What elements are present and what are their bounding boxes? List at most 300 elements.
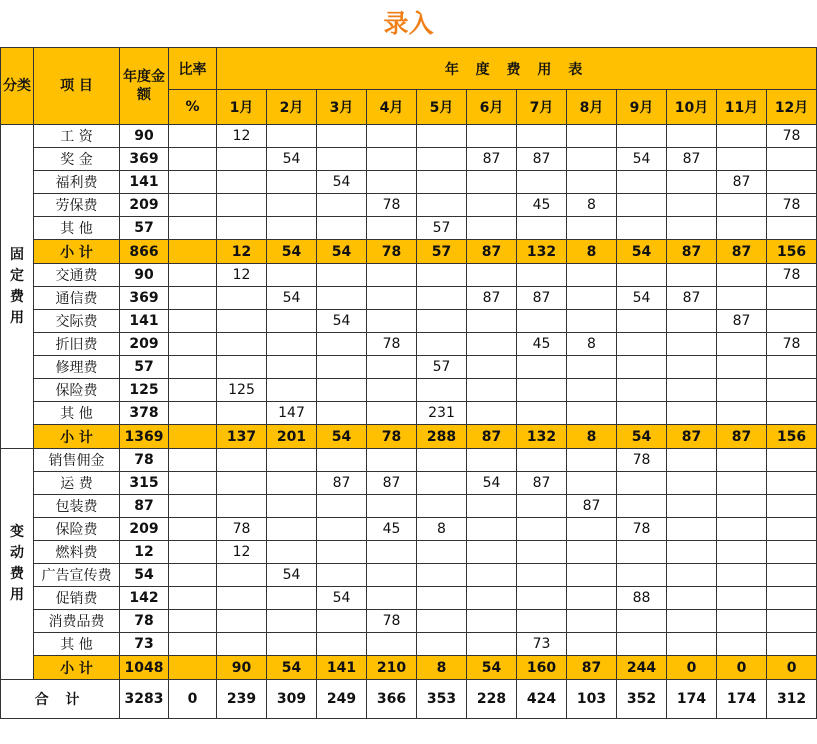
annual-amount-cell[interactable]: 78 (120, 449, 169, 472)
month-value-cell[interactable] (417, 310, 467, 333)
month-value-cell[interactable] (717, 356, 767, 379)
month-value-cell[interactable] (367, 217, 417, 240)
month-value-cell[interactable]: 12 (217, 240, 267, 264)
month-value-cell[interactable] (767, 449, 817, 472)
month-value-cell[interactable] (217, 217, 267, 240)
month-value-cell[interactable] (317, 495, 367, 518)
annual-amount-cell[interactable]: 141 (120, 310, 169, 333)
month-value-cell[interactable]: 87 (567, 495, 617, 518)
total-ratio-cell[interactable]: 0 (169, 680, 217, 719)
month-value-cell[interactable] (717, 148, 767, 171)
month-value-cell[interactable] (567, 264, 617, 287)
month-value-cell[interactable] (617, 610, 667, 633)
month-value-cell[interactable]: 87 (667, 240, 717, 264)
month-value-cell[interactable]: 54 (617, 148, 667, 171)
annual-amount-cell[interactable]: 12 (120, 541, 169, 564)
month-value-cell[interactable] (317, 148, 367, 171)
month-value-cell[interactable] (317, 125, 367, 148)
month-value-cell[interactable] (517, 356, 567, 379)
month-value-cell[interactable] (367, 495, 417, 518)
month-value-cell[interactable] (667, 171, 717, 194)
ratio-cell[interactable] (169, 425, 217, 449)
month-value-cell[interactable]: 141 (317, 656, 367, 680)
month-value-cell[interactable] (617, 356, 667, 379)
month-value-cell[interactable] (467, 541, 517, 564)
month-value-cell[interactable] (567, 379, 617, 402)
month-value-cell[interactable]: 87 (667, 287, 717, 310)
month-value-cell[interactable]: 0 (717, 656, 767, 680)
month-value-cell[interactable] (667, 541, 717, 564)
month-value-cell[interactable] (367, 449, 417, 472)
month-value-cell[interactable] (417, 379, 467, 402)
ratio-cell[interactable] (169, 287, 217, 310)
annual-amount-cell[interactable]: 54 (120, 564, 169, 587)
month-value-cell[interactable] (367, 310, 417, 333)
month-value-cell[interactable] (717, 402, 767, 425)
month-value-cell[interactable]: 54 (467, 656, 517, 680)
month-value-cell[interactable]: 137 (217, 425, 267, 449)
ratio-cell[interactable] (169, 240, 217, 264)
month-value-cell[interactable] (617, 194, 667, 217)
month-value-cell[interactable]: 132 (517, 425, 567, 449)
month-value-cell[interactable] (717, 587, 767, 610)
month-value-cell[interactable] (467, 125, 517, 148)
item-name-cell[interactable]: 燃料费 (34, 541, 120, 564)
month-value-cell[interactable] (367, 356, 417, 379)
month-value-cell[interactable] (617, 541, 667, 564)
month-value-cell[interactable] (217, 587, 267, 610)
month-value-cell[interactable]: 57 (417, 240, 467, 264)
month-value-cell[interactable]: 87 (717, 171, 767, 194)
month-value-cell[interactable]: 78 (617, 518, 667, 541)
month-value-cell[interactable] (217, 287, 267, 310)
month-value-cell[interactable]: 87 (367, 472, 417, 495)
month-value-cell[interactable]: 244 (617, 656, 667, 680)
month-value-cell[interactable] (767, 541, 817, 564)
month-value-cell[interactable]: 0 (767, 656, 817, 680)
month-value-cell[interactable] (767, 633, 817, 656)
month-value-cell[interactable] (567, 518, 617, 541)
month-value-cell[interactable]: 12 (217, 125, 267, 148)
ratio-cell[interactable] (169, 148, 217, 171)
month-value-cell[interactable] (667, 495, 717, 518)
month-value-cell[interactable] (517, 125, 567, 148)
month-value-cell[interactable] (417, 633, 467, 656)
month-value-cell[interactable] (617, 402, 667, 425)
month-value-cell[interactable] (767, 472, 817, 495)
month-value-cell[interactable] (617, 495, 667, 518)
total-month-cell[interactable]: 366 (367, 680, 417, 719)
month-value-cell[interactable] (517, 610, 567, 633)
month-value-cell[interactable] (567, 217, 617, 240)
month-value-cell[interactable] (317, 518, 367, 541)
annual-amount-cell[interactable]: 90 (120, 264, 169, 287)
month-value-cell[interactable] (367, 287, 417, 310)
month-value-cell[interactable] (667, 356, 717, 379)
month-value-cell[interactable]: 87 (667, 148, 717, 171)
month-value-cell[interactable]: 87 (517, 472, 567, 495)
month-value-cell[interactable] (767, 610, 817, 633)
month-value-cell[interactable] (517, 449, 567, 472)
month-value-cell[interactable] (517, 379, 567, 402)
item-name-cell[interactable]: 销售佣金 (34, 449, 120, 472)
month-value-cell[interactable]: 78 (367, 240, 417, 264)
month-value-cell[interactable] (367, 379, 417, 402)
month-value-cell[interactable] (717, 541, 767, 564)
month-value-cell[interactable] (417, 541, 467, 564)
month-value-cell[interactable]: 78 (617, 449, 667, 472)
month-value-cell[interactable] (467, 518, 517, 541)
item-name-cell[interactable]: 修理费 (34, 356, 120, 379)
month-value-cell[interactable]: 73 (517, 633, 567, 656)
month-value-cell[interactable] (417, 449, 467, 472)
month-value-cell[interactable]: 288 (417, 425, 467, 449)
month-value-cell[interactable]: 8 (567, 333, 617, 356)
ratio-cell[interactable] (169, 633, 217, 656)
item-name-cell[interactable]: 运 费 (34, 472, 120, 495)
month-value-cell[interactable] (467, 449, 517, 472)
month-value-cell[interactable] (317, 287, 367, 310)
month-value-cell[interactable] (567, 564, 617, 587)
item-name-cell[interactable]: 交际费 (34, 310, 120, 333)
month-value-cell[interactable] (267, 518, 317, 541)
month-value-cell[interactable] (467, 310, 517, 333)
month-value-cell[interactable] (417, 148, 467, 171)
month-value-cell[interactable]: 12 (217, 264, 267, 287)
ratio-cell[interactable] (169, 495, 217, 518)
month-value-cell[interactable] (567, 472, 617, 495)
month-value-cell[interactable] (417, 587, 467, 610)
month-value-cell[interactable] (567, 449, 617, 472)
total-month-cell[interactable]: 239 (217, 680, 267, 719)
month-value-cell[interactable] (567, 633, 617, 656)
total-month-cell[interactable]: 312 (767, 680, 817, 719)
month-value-cell[interactable]: 12 (217, 541, 267, 564)
month-value-cell[interactable] (467, 217, 517, 240)
annual-amount-cell[interactable]: 78 (120, 610, 169, 633)
annual-amount-cell[interactable]: 57 (120, 217, 169, 240)
ratio-cell[interactable] (169, 656, 217, 680)
month-value-cell[interactable] (317, 356, 367, 379)
month-value-cell[interactable] (417, 171, 467, 194)
month-value-cell[interactable]: 54 (317, 171, 367, 194)
month-value-cell[interactable] (767, 402, 817, 425)
month-value-cell[interactable] (217, 310, 267, 333)
ratio-cell[interactable] (169, 333, 217, 356)
month-value-cell[interactable]: 54 (267, 148, 317, 171)
month-value-cell[interactable] (467, 379, 517, 402)
month-value-cell[interactable] (667, 564, 717, 587)
month-value-cell[interactable] (767, 495, 817, 518)
month-value-cell[interactable] (467, 333, 517, 356)
annual-amount-cell[interactable]: 57 (120, 356, 169, 379)
item-name-cell[interactable]: 促销费 (34, 587, 120, 610)
month-value-cell[interactable] (467, 194, 517, 217)
ratio-cell[interactable] (169, 171, 217, 194)
total-amount-cell[interactable]: 3283 (120, 680, 169, 719)
annual-amount-cell[interactable]: 369 (120, 287, 169, 310)
annual-amount-cell[interactable]: 209 (120, 333, 169, 356)
month-value-cell[interactable]: 8 (567, 425, 617, 449)
month-value-cell[interactable] (767, 217, 817, 240)
month-value-cell[interactable] (517, 541, 567, 564)
month-value-cell[interactable]: 160 (517, 656, 567, 680)
annual-amount-cell[interactable]: 73 (120, 633, 169, 656)
ratio-cell[interactable] (169, 564, 217, 587)
month-value-cell[interactable]: 45 (517, 333, 567, 356)
item-name-cell[interactable]: 工 资 (34, 125, 120, 148)
month-value-cell[interactable]: 78 (367, 333, 417, 356)
month-value-cell[interactable] (717, 379, 767, 402)
month-value-cell[interactable] (217, 633, 267, 656)
month-value-cell[interactable]: 87 (667, 425, 717, 449)
month-value-cell[interactable]: 87 (467, 425, 517, 449)
month-value-cell[interactable]: 8 (567, 240, 617, 264)
item-name-cell[interactable]: 福利费 (34, 171, 120, 194)
month-value-cell[interactable]: 210 (367, 656, 417, 680)
month-value-cell[interactable] (317, 217, 367, 240)
month-value-cell[interactable] (667, 587, 717, 610)
month-value-cell[interactable]: 54 (317, 310, 367, 333)
month-value-cell[interactable] (767, 148, 817, 171)
month-value-cell[interactable] (417, 287, 467, 310)
month-value-cell[interactable] (367, 633, 417, 656)
annual-amount-cell[interactable]: 315 (120, 472, 169, 495)
month-value-cell[interactable] (267, 217, 317, 240)
month-value-cell[interactable] (717, 495, 767, 518)
month-value-cell[interactable] (567, 310, 617, 333)
month-value-cell[interactable]: 125 (217, 379, 267, 402)
month-value-cell[interactable] (417, 264, 467, 287)
month-value-cell[interactable] (517, 171, 567, 194)
item-name-cell[interactable]: 折旧费 (34, 333, 120, 356)
month-value-cell[interactable]: 87 (717, 310, 767, 333)
month-value-cell[interactable]: 87 (517, 148, 567, 171)
month-value-cell[interactable] (517, 495, 567, 518)
month-value-cell[interactable] (767, 310, 817, 333)
month-value-cell[interactable] (267, 264, 317, 287)
month-value-cell[interactable] (667, 379, 717, 402)
month-value-cell[interactable]: 87 (467, 240, 517, 264)
month-value-cell[interactable] (667, 402, 717, 425)
month-value-cell[interactable] (317, 449, 367, 472)
ratio-cell[interactable] (169, 472, 217, 495)
total-month-cell[interactable]: 353 (417, 680, 467, 719)
month-value-cell[interactable]: 57 (417, 217, 467, 240)
month-value-cell[interactable] (467, 495, 517, 518)
month-value-cell[interactable] (667, 518, 717, 541)
month-value-cell[interactable] (217, 356, 267, 379)
month-value-cell[interactable] (517, 402, 567, 425)
month-value-cell[interactable] (367, 171, 417, 194)
month-value-cell[interactable]: 0 (667, 656, 717, 680)
month-value-cell[interactable] (267, 125, 317, 148)
month-value-cell[interactable]: 87 (317, 472, 367, 495)
month-value-cell[interactable] (217, 472, 267, 495)
month-value-cell[interactable]: 78 (767, 125, 817, 148)
total-month-cell[interactable]: 424 (517, 680, 567, 719)
month-value-cell[interactable] (717, 333, 767, 356)
month-value-cell[interactable] (767, 356, 817, 379)
month-value-cell[interactable]: 87 (567, 656, 617, 680)
month-value-cell[interactable] (567, 610, 617, 633)
month-value-cell[interactable]: 54 (617, 240, 667, 264)
month-value-cell[interactable]: 54 (617, 425, 667, 449)
annual-amount-cell[interactable]: 866 (120, 240, 169, 264)
annual-amount-cell[interactable]: 125 (120, 379, 169, 402)
month-value-cell[interactable] (217, 402, 267, 425)
month-value-cell[interactable] (317, 633, 367, 656)
month-value-cell[interactable] (317, 264, 367, 287)
month-value-cell[interactable] (317, 194, 367, 217)
month-value-cell[interactable] (217, 495, 267, 518)
month-value-cell[interactable] (217, 333, 267, 356)
month-value-cell[interactable] (617, 472, 667, 495)
month-value-cell[interactable] (217, 449, 267, 472)
item-name-cell[interactable]: 其 他 (34, 217, 120, 240)
month-value-cell[interactable] (667, 633, 717, 656)
annual-amount-cell[interactable]: 209 (120, 194, 169, 217)
month-value-cell[interactable] (517, 518, 567, 541)
ratio-cell[interactable] (169, 379, 217, 402)
month-value-cell[interactable] (717, 217, 767, 240)
month-value-cell[interactable] (317, 541, 367, 564)
month-value-cell[interactable] (317, 379, 367, 402)
month-value-cell[interactable] (467, 587, 517, 610)
month-value-cell[interactable] (717, 564, 767, 587)
month-value-cell[interactable] (367, 587, 417, 610)
month-value-cell[interactable] (667, 310, 717, 333)
month-value-cell[interactable] (767, 379, 817, 402)
month-value-cell[interactable] (617, 171, 667, 194)
month-value-cell[interactable] (467, 402, 517, 425)
annual-amount-cell[interactable]: 90 (120, 125, 169, 148)
month-value-cell[interactable] (367, 402, 417, 425)
month-value-cell[interactable] (267, 310, 317, 333)
month-value-cell[interactable] (617, 633, 667, 656)
month-value-cell[interactable] (267, 587, 317, 610)
month-value-cell[interactable]: 54 (317, 425, 367, 449)
item-name-cell[interactable]: 奖 金 (34, 148, 120, 171)
month-value-cell[interactable] (617, 564, 667, 587)
month-value-cell[interactable]: 54 (467, 472, 517, 495)
month-value-cell[interactable] (667, 449, 717, 472)
month-value-cell[interactable] (667, 264, 717, 287)
month-value-cell[interactable] (517, 264, 567, 287)
month-value-cell[interactable]: 156 (767, 425, 817, 449)
month-value-cell[interactable] (517, 587, 567, 610)
ratio-cell[interactable] (169, 518, 217, 541)
ratio-cell[interactable] (169, 264, 217, 287)
month-value-cell[interactable]: 87 (717, 240, 767, 264)
ratio-cell[interactable] (169, 310, 217, 333)
month-value-cell[interactable] (567, 402, 617, 425)
month-value-cell[interactable] (717, 287, 767, 310)
month-value-cell[interactable] (417, 125, 467, 148)
month-value-cell[interactable] (267, 610, 317, 633)
month-value-cell[interactable] (717, 472, 767, 495)
total-month-cell[interactable]: 174 (667, 680, 717, 719)
month-value-cell[interactable] (317, 402, 367, 425)
ratio-cell[interactable] (169, 587, 217, 610)
ratio-cell[interactable] (169, 610, 217, 633)
month-value-cell[interactable] (267, 379, 317, 402)
item-name-cell[interactable]: 小 计 (34, 656, 120, 680)
item-name-cell[interactable]: 包装费 (34, 495, 120, 518)
month-value-cell[interactable] (767, 287, 817, 310)
month-value-cell[interactable] (717, 264, 767, 287)
item-name-cell[interactable]: 保险费 (34, 518, 120, 541)
item-name-cell[interactable]: 其 他 (34, 402, 120, 425)
month-value-cell[interactable]: 45 (517, 194, 567, 217)
month-value-cell[interactable]: 78 (767, 264, 817, 287)
item-name-cell[interactable]: 保险费 (34, 379, 120, 402)
month-value-cell[interactable]: 54 (317, 240, 367, 264)
month-value-cell[interactable] (567, 171, 617, 194)
month-value-cell[interactable]: 88 (617, 587, 667, 610)
month-value-cell[interactable] (267, 333, 317, 356)
month-value-cell[interactable] (267, 633, 317, 656)
month-value-cell[interactable] (767, 518, 817, 541)
month-value-cell[interactable] (417, 610, 467, 633)
total-month-cell[interactable]: 309 (267, 680, 317, 719)
annual-amount-cell[interactable]: 141 (120, 171, 169, 194)
ratio-cell[interactable] (169, 356, 217, 379)
month-value-cell[interactable] (667, 194, 717, 217)
month-value-cell[interactable] (567, 148, 617, 171)
month-value-cell[interactable]: 78 (767, 194, 817, 217)
month-value-cell[interactable] (617, 333, 667, 356)
month-value-cell[interactable] (417, 333, 467, 356)
month-value-cell[interactable] (567, 287, 617, 310)
total-month-cell[interactable]: 228 (467, 680, 517, 719)
total-month-cell[interactable]: 249 (317, 680, 367, 719)
month-value-cell[interactable] (467, 264, 517, 287)
month-value-cell[interactable]: 57 (417, 356, 467, 379)
month-value-cell[interactable]: 78 (367, 194, 417, 217)
item-name-cell[interactable]: 通信费 (34, 287, 120, 310)
month-value-cell[interactable] (417, 495, 467, 518)
ratio-cell[interactable] (169, 402, 217, 425)
month-value-cell[interactable] (367, 125, 417, 148)
item-name-cell[interactable]: 其 他 (34, 633, 120, 656)
month-value-cell[interactable] (217, 564, 267, 587)
item-name-cell[interactable]: 劳保费 (34, 194, 120, 217)
month-value-cell[interactable]: 231 (417, 402, 467, 425)
item-name-cell[interactable]: 小 计 (34, 240, 120, 264)
annual-amount-cell[interactable]: 369 (120, 148, 169, 171)
month-value-cell[interactable] (267, 449, 317, 472)
month-value-cell[interactable]: 54 (267, 656, 317, 680)
month-value-cell[interactable]: 201 (267, 425, 317, 449)
month-value-cell[interactable] (717, 125, 767, 148)
month-value-cell[interactable] (767, 171, 817, 194)
month-value-cell[interactable] (367, 541, 417, 564)
month-value-cell[interactable] (567, 356, 617, 379)
month-value-cell[interactable] (367, 264, 417, 287)
total-month-cell[interactable]: 103 (567, 680, 617, 719)
annual-amount-cell[interactable]: 378 (120, 402, 169, 425)
month-value-cell[interactable] (567, 587, 617, 610)
item-name-cell[interactable]: 广告宣传费 (34, 564, 120, 587)
item-name-cell[interactable]: 消费品费 (34, 610, 120, 633)
month-value-cell[interactable] (667, 125, 717, 148)
month-value-cell[interactable] (617, 125, 667, 148)
month-value-cell[interactable] (617, 264, 667, 287)
month-value-cell[interactable] (767, 564, 817, 587)
month-value-cell[interactable]: 8 (567, 194, 617, 217)
month-value-cell[interactable] (517, 310, 567, 333)
